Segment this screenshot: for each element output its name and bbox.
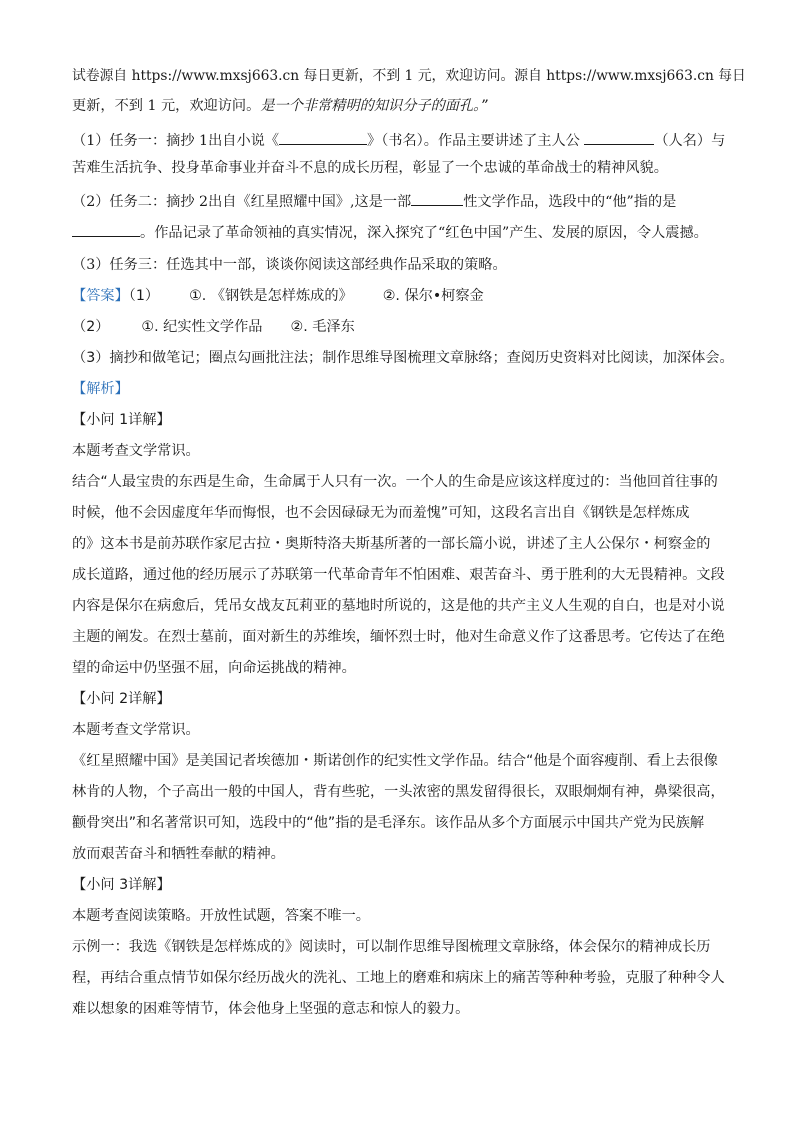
book-title-blank (279, 130, 367, 145)
section-2-paragraph-line: 《红星照耀中国》是美国记者埃德加・斯诺创作的纪实性文学作品。结合“他是个面容瘦削、看上去很像 (72, 753, 718, 769)
question-2-text-b: 性文学作品，选段中的“他”指的是 (463, 194, 677, 210)
section-1-paragraph-line: 时候，他不会因虚度年华而悔恨，也不会因碌碌无为而羞愧”可知，这段名言出自《钢铁是怎样炼成 (72, 505, 690, 521)
question-2-line-1 (72, 191, 676, 212)
section-3-paragraph-line: 难以想象的困难等情节，体会他身上坚强的意志和惊人的毅力。 (72, 1001, 470, 1017)
question-2-text-a: （2）任务二：摘抄 2出自《红星照耀中国》,这是一部 (72, 194, 412, 210)
genre-blank (411, 191, 463, 206)
section-1-paragraph-line: 成长道路，通过他的经历展示了苏联第一代革命青年不怕困难、艰苦奋斗、勇于胜利的大无畏精神。文段 (72, 567, 725, 583)
question-1-text-c: （人名）与 (654, 133, 726, 149)
section-2-paragraph-line: 放而艰苦奋斗和牺牲奉献的精神。 (72, 846, 285, 862)
section-3-title: 【小问 3详解】 (72, 877, 171, 893)
section-3-intro: 本题考查阅读策略。开放性试题，答案不唯一。 (72, 908, 370, 924)
answer-2-item-2: ②. 毛泽东 (290, 319, 355, 335)
question-1-text-a: （1）任务一：摘抄 1出自小说《 (72, 133, 280, 149)
answer-2-prefix: （2） (72, 319, 110, 335)
section-1-paragraph-line: 的》这本书是前苏联作家尼古拉・奥斯特洛夫斯基所著的一部长篇小说，讲述了主人公保尔・柯察金的 (72, 536, 711, 552)
section-3-paragraph-line: 示例一：我选《钢铁是怎样炼成的》阅读时，可以制作思维导图梳理文章脉络，体会保尔的精神成长历 (72, 939, 711, 955)
answer-1-item-2: ②. 保尔•柯察金 (382, 288, 484, 304)
section-2-title: 【小问 2详解】 (72, 691, 171, 707)
analysis-label: 【解析】 (72, 381, 129, 397)
question-1-line-1 (72, 130, 725, 151)
question-1-line-2: 苦难生活抗争、投身革命事业并奋斗不息的成长历程，彰显了一个忠诚的革命战士的精神风貌。 (72, 160, 668, 176)
question-2-text-c: 。作品记录了革命领袖的真实情况，深入探究了“红色中国”产生、发展的原因，令人震撼。 (140, 225, 708, 241)
section-1-paragraph-line: 望的命运中仍坚强不屈，向命运挑战的精神。 (72, 660, 356, 676)
answer-2-item-1: ①. 纪实性文学作品 (141, 319, 263, 335)
answer-1-item-1: ①. 《钢铁是怎样炼成的》 (189, 288, 353, 304)
source-header-line: 试卷源自 https://www.mxsj663.cn 每日更新，不到 1 元，欢迎访问。源自 https://www.mxsj663.cn 每日 (72, 68, 746, 84)
handwritten-quote: 是一个非常精明的知识分子的面孔。” (260, 98, 488, 114)
section-3-paragraph-line: 程，再结合重点情节如保尔经历战火的洗礼、工地上的磨难和病床上的痛苦等种种考验，克服了种种令人 (72, 970, 725, 986)
section-1-paragraph-line: 主题的阐发。在烈士墓前，面对新生的苏维埃，缅怀烈士时，他对生命意义作了这番思考。它传达了在绝 (72, 629, 725, 645)
person-blank (72, 222, 140, 237)
answer-line-2 (72, 317, 355, 337)
question-3: （3）任务三：任选其中一部，谈谈你阅读这部经典作品采取的策略。 (72, 257, 507, 273)
answer-label: 【答案】 (72, 288, 129, 304)
source-header-tail: 更新，不到 1 元，欢迎访问。 (72, 98, 261, 114)
section-1-intro: 本题考查文学常识。 (72, 443, 200, 459)
section-1-paragraph-line: 结合“人最宝贵的东西是生命，生命属于人只有一次。一个人的生命是应该这样度过的：当他回首往事的 (72, 474, 718, 490)
section-1-paragraph-line: 内容是保尔在病愈后，凭吊女战友瓦莉亚的墓地时所说的，这是他的共产主义人生观的自白，也是对小说 (72, 598, 725, 614)
answer-line-3: （3）摘抄和做笔记；圈点勾画批注法；制作思维导图梳理文章脉络；查阅历史资料对比阅读，加深体会。 (72, 350, 734, 366)
answer-line-1 (72, 286, 484, 306)
section-2-intro: 本题考查文学常识。 (72, 722, 200, 738)
protagonist-name-blank (584, 130, 654, 145)
question-2-line-2 (72, 222, 708, 243)
section-1-title: 【小问 1详解】 (72, 412, 171, 428)
header-line-2 (72, 96, 488, 116)
answer-1-prefix: （1） (128, 288, 160, 304)
section-2-paragraph-line: 颧骨突出”和名著常识可知，选段中的“他”指的是毛泽东。该作品从多个方面展示中国共产党为民族解 (72, 815, 705, 831)
question-1-text-b: 》（书名）。作品主要讲述了主人公 (367, 133, 585, 149)
section-2-paragraph-line: 林肯的人物，个子高出一般的中国人，背有些驼，一头浓密的黑发留得很长，双眼炯炯有神，鼻梁很高， (72, 784, 725, 800)
